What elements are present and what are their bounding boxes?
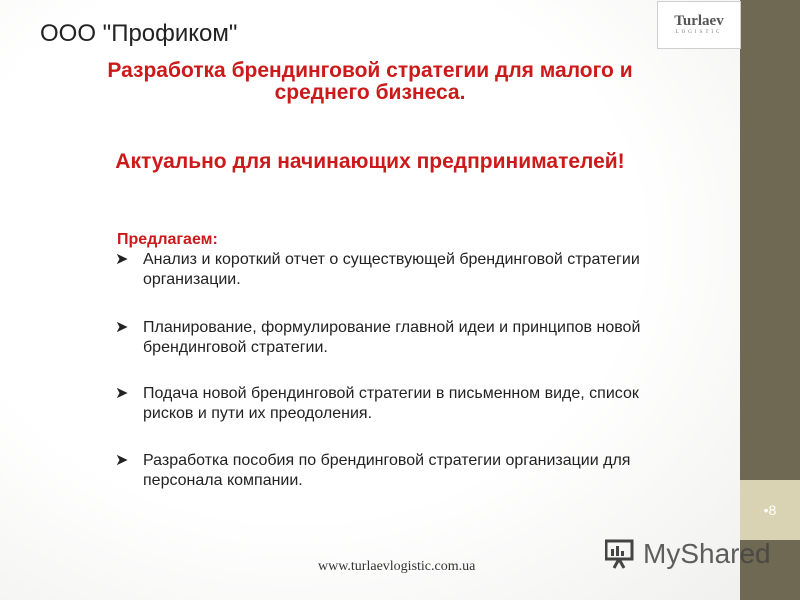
myshared-text: MyShared (643, 538, 771, 569)
offer-text: Анализ и короткий отчет о существующей брендинговой стратегии организации. (143, 251, 640, 288)
offer-item (115, 250, 675, 290)
arrow-bullet-icon: ➤ (115, 251, 129, 268)
page-number: •8 (763, 502, 777, 518)
arrow-bullet-icon: ➤ (115, 452, 129, 469)
page-number-box (740, 480, 800, 540)
offer-item (115, 318, 675, 358)
arrow-bullet-icon: ➤ (115, 319, 129, 336)
offer-label: Предлагаем: (117, 231, 218, 248)
arrow-bullet-icon: ➤ (115, 385, 129, 402)
footer-url: www.turlaevlogistic.com.ua (318, 559, 476, 574)
myshared-watermark (605, 538, 771, 570)
logo-sub-text: LOGISTIC (675, 30, 723, 35)
offer-item (115, 384, 675, 424)
turlaev-logo (657, 1, 741, 49)
offer-text: Планирование, формулирование главной идеи и принципов новой брендинговой стратегии. (143, 319, 641, 356)
offer-item (115, 451, 675, 491)
logo-main-text: Turlaev (674, 13, 724, 29)
headline-branding: Разработка брендинговой стратегии для малого и среднего бизнеса. (107, 59, 633, 104)
headline-startups: Актуально для начинающих предпринимателей! (115, 150, 625, 173)
offer-text: Подача новой брендинговой стратегии в письменном виде, список рисков и пути их преодоления. (143, 385, 639, 422)
offer-text: Разработка пособия по брендинговой стратегии организации для персонала компании. (143, 452, 631, 489)
presentation-board-icon (605, 539, 639, 569)
company-name: ООО "Профиком" (40, 20, 238, 47)
